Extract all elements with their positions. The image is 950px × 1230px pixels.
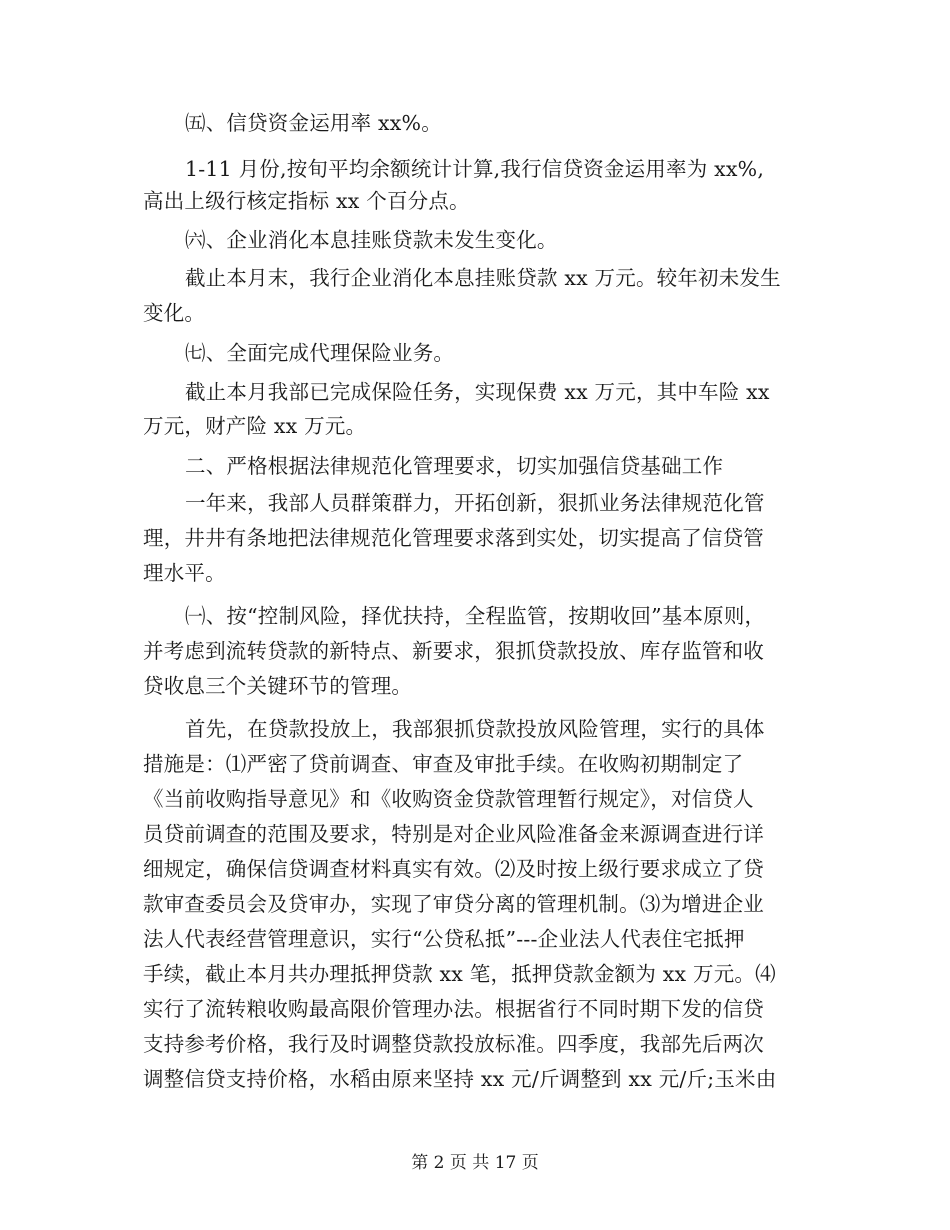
text-line: 款审查委员会及贷审办，实现了审贷分离的管理机制。⑶为增进企业 <box>143 892 764 916</box>
text-line: 1-11 月份,按旬平均余额统计计算,我行信贷资金运用率为 xx%, <box>185 157 765 181</box>
text-line: 理水平。 <box>143 561 226 585</box>
text-line: 支持参考价格，我行及时调整贷款投放标准。四季度，我部先后两次 <box>143 1032 764 1056</box>
text-line: 截止本月末，我行企业消化本息挂账贷款 xx 万元。较年初未发生 <box>185 266 781 290</box>
text-line: 实行了流转粮收购最高限价管理办法。根据省行不同时期下发的信贷 <box>143 997 764 1021</box>
text-line: 万元，财产险 xx 万元。 <box>143 414 367 438</box>
text-line: ㈠、按“控制风险，择优扶持，全程监管，按期收回”基本原则， <box>185 604 766 628</box>
text-line: 调整信贷支持价格，水稻由原来坚持 xx 元/斤调整到 xx 元/斤;玉米由 <box>143 1067 777 1091</box>
text-line: 细规定，确保信贷调查材料真实有效。⑵及时按上级行要求成立了贷 <box>143 857 764 881</box>
text-line: ㈤、信贷资金运用率 xx%。 <box>185 111 442 135</box>
text-line: 手续，截止本月共办理抵押贷款 xx 笔，抵押贷款金额为 xx 万元。⑷ <box>143 962 776 986</box>
text-line: 二、严格根据法律规范化管理要求，切实加强信贷基础工作 <box>185 454 724 478</box>
page-number-footer: 第 2 页 共 17 页 <box>411 1153 539 1173</box>
text-line: 《当前收购指导意见》和《收购资金贷款管理暂行规定》，对信贷人 <box>143 787 754 811</box>
text-line: 法人代表经营管理意识，实行“公贷私抵”---企业法人代表住宅抵押 <box>143 927 745 951</box>
text-line: 一年来，我部人员群策群力，开拓创新，狠抓业务法律规范化管 <box>185 491 765 515</box>
text-line: 理，井井有条地把法律规范化管理要求落到实处，切实提高了信贷管 <box>143 526 764 550</box>
text-line: 并考虑到流转贷款的新特点、新要求，狠抓贷款投放、库存监管和收 <box>143 639 764 663</box>
text-line: ㈦、全面完成代理保险业务。 <box>185 341 455 365</box>
text-line: 员贷前调查的范围及要求，特别是对企业风险准备金来源调查进行详 <box>143 822 764 846</box>
text-line: 措施是：⑴严密了贷前调查、审查及审批手续。在收购初期制定了 <box>143 752 744 776</box>
text-line: 变化。 <box>143 301 206 325</box>
text-line: 高出上级行核定指标 xx 个百分点。 <box>143 189 470 213</box>
text-line: ㈥、企业消化本息挂账贷款未发生变化。 <box>185 228 558 252</box>
text-line: 截止本月我部已完成保险任务，实现保费 xx 万元，其中车险 xx <box>185 380 770 404</box>
text-line: 贷收息三个关键环节的管理。 <box>143 674 413 698</box>
text-line: 首先，在贷款投放上，我部狠抓贷款投放风险管理，实行的具体 <box>185 717 765 741</box>
